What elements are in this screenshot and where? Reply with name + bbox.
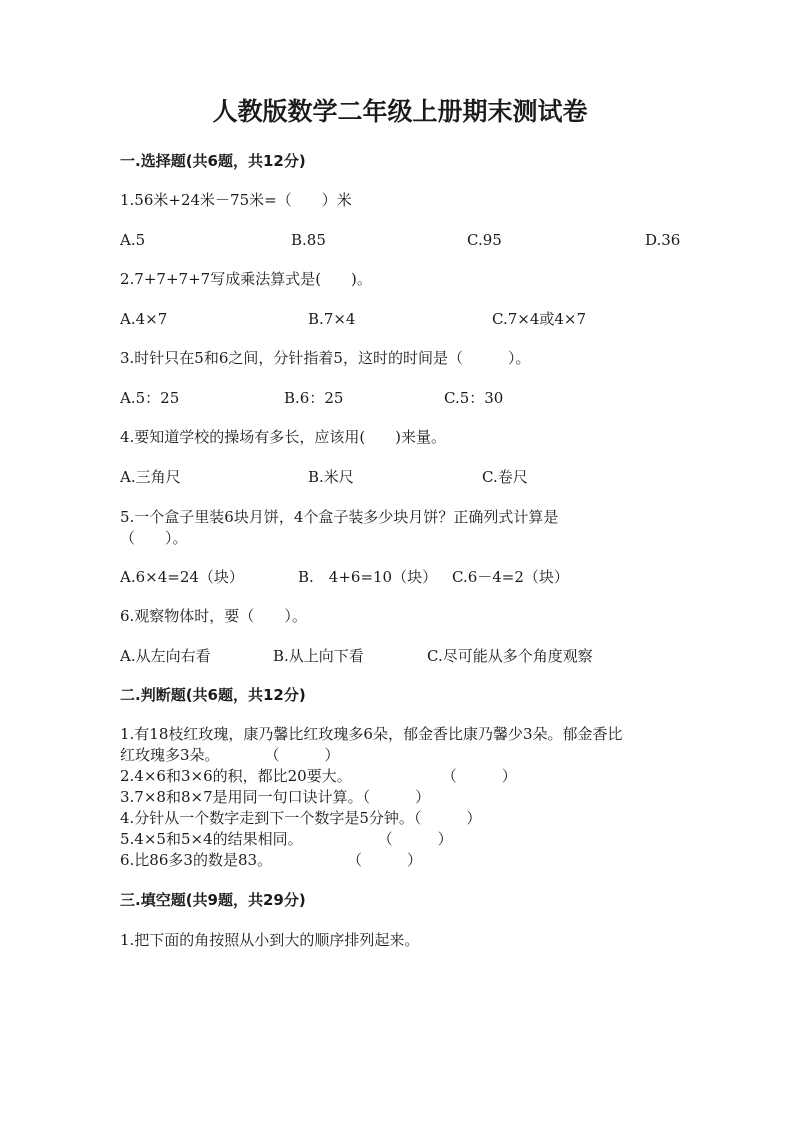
option-1-1-a: A.5: [120, 231, 146, 249]
option-1-6-a: A.从左向右看: [120, 647, 211, 665]
option-1-3-b: B.6：25: [284, 389, 344, 407]
option-1-1-c: C.95: [467, 231, 502, 249]
option-1-6-b: B.从上向下看: [273, 647, 364, 665]
section-3-heading: 三.填空题(共9题，共29分): [120, 891, 306, 909]
judge-item-2: 2.4×6和3×6的积，都比20要大。 （ ）: [120, 767, 517, 785]
option-1-4-b: B.米尺: [308, 468, 354, 486]
judge-item-3: 3.7×8和8×7是用同一句口诀计算。（ ）: [120, 788, 431, 806]
option-1-2-c: C.7×4或4×7: [492, 310, 587, 328]
fill-question-1: 1.把下面的角按照从小到大的顺序排列起来。: [120, 931, 420, 949]
judge-item-5: 5.4×5和5×4的结果相同。 （ ）: [120, 830, 453, 848]
option-1-4-a: A.三角尺: [120, 468, 181, 486]
option-1-1-b: B.85: [291, 231, 326, 249]
question-1-2: 2.7+7+7+7写成乘法算式是( )。: [120, 270, 372, 288]
question-1-5-blank: （ ）。: [120, 529, 188, 547]
question-1-1: 1.56米+24米－75米=（ ）米: [120, 191, 352, 209]
option-1-5-c: C.6－4=2（块）: [452, 568, 569, 586]
question-1-6: 6.观察物体时，要（ ）。: [120, 607, 307, 625]
option-1-5-a: A.6×4=24（块）: [120, 568, 244, 586]
judge-item-4: 4.分针从一个数字走到下一个数字是5分钟。（ ）: [120, 809, 482, 827]
option-1-5-b: B. 4+6=10（块）: [298, 568, 438, 586]
question-1-4: 4.要知道学校的操场有多长，应该用( )来量。: [120, 428, 447, 446]
option-1-2-b: B.7×4: [308, 310, 356, 328]
option-1-1-d: D.36: [645, 231, 681, 249]
judge-item-1: 1.有18枝红玫瑰，康乃馨比红玫瑰多6朵，郁金香比康乃馨少3朵。郁金香比: [120, 725, 623, 743]
option-1-6-c: C.尽可能从多个角度观察: [427, 647, 593, 665]
section-2-heading: 二.判断题(共6题，共12分): [120, 686, 306, 704]
option-1-2-a: A.4×7: [120, 310, 168, 328]
question-1-3: 3.时针只在5和6之间，分针指着5，这时的时间是（ ）。: [120, 349, 531, 367]
section-1-heading: 一.选择题(共6题，共12分): [120, 152, 306, 170]
exam-title: 人教版数学二年级上册期末测试卷: [212, 97, 588, 126]
option-1-3-a: A.5：25: [120, 389, 180, 407]
judge-item-6: 6.比86多3的数是83。 （ ）: [120, 851, 423, 869]
option-1-3-c: C.5：30: [444, 389, 504, 407]
option-1-4-c: C.卷尺: [482, 468, 528, 486]
judge-item-1-cont: 红玫瑰多3朵。 （ ）: [120, 746, 340, 764]
question-1-5: 5.一个盒子里装6块月饼，4个盒子装多少块月饼？正确列式计算是: [120, 508, 559, 526]
